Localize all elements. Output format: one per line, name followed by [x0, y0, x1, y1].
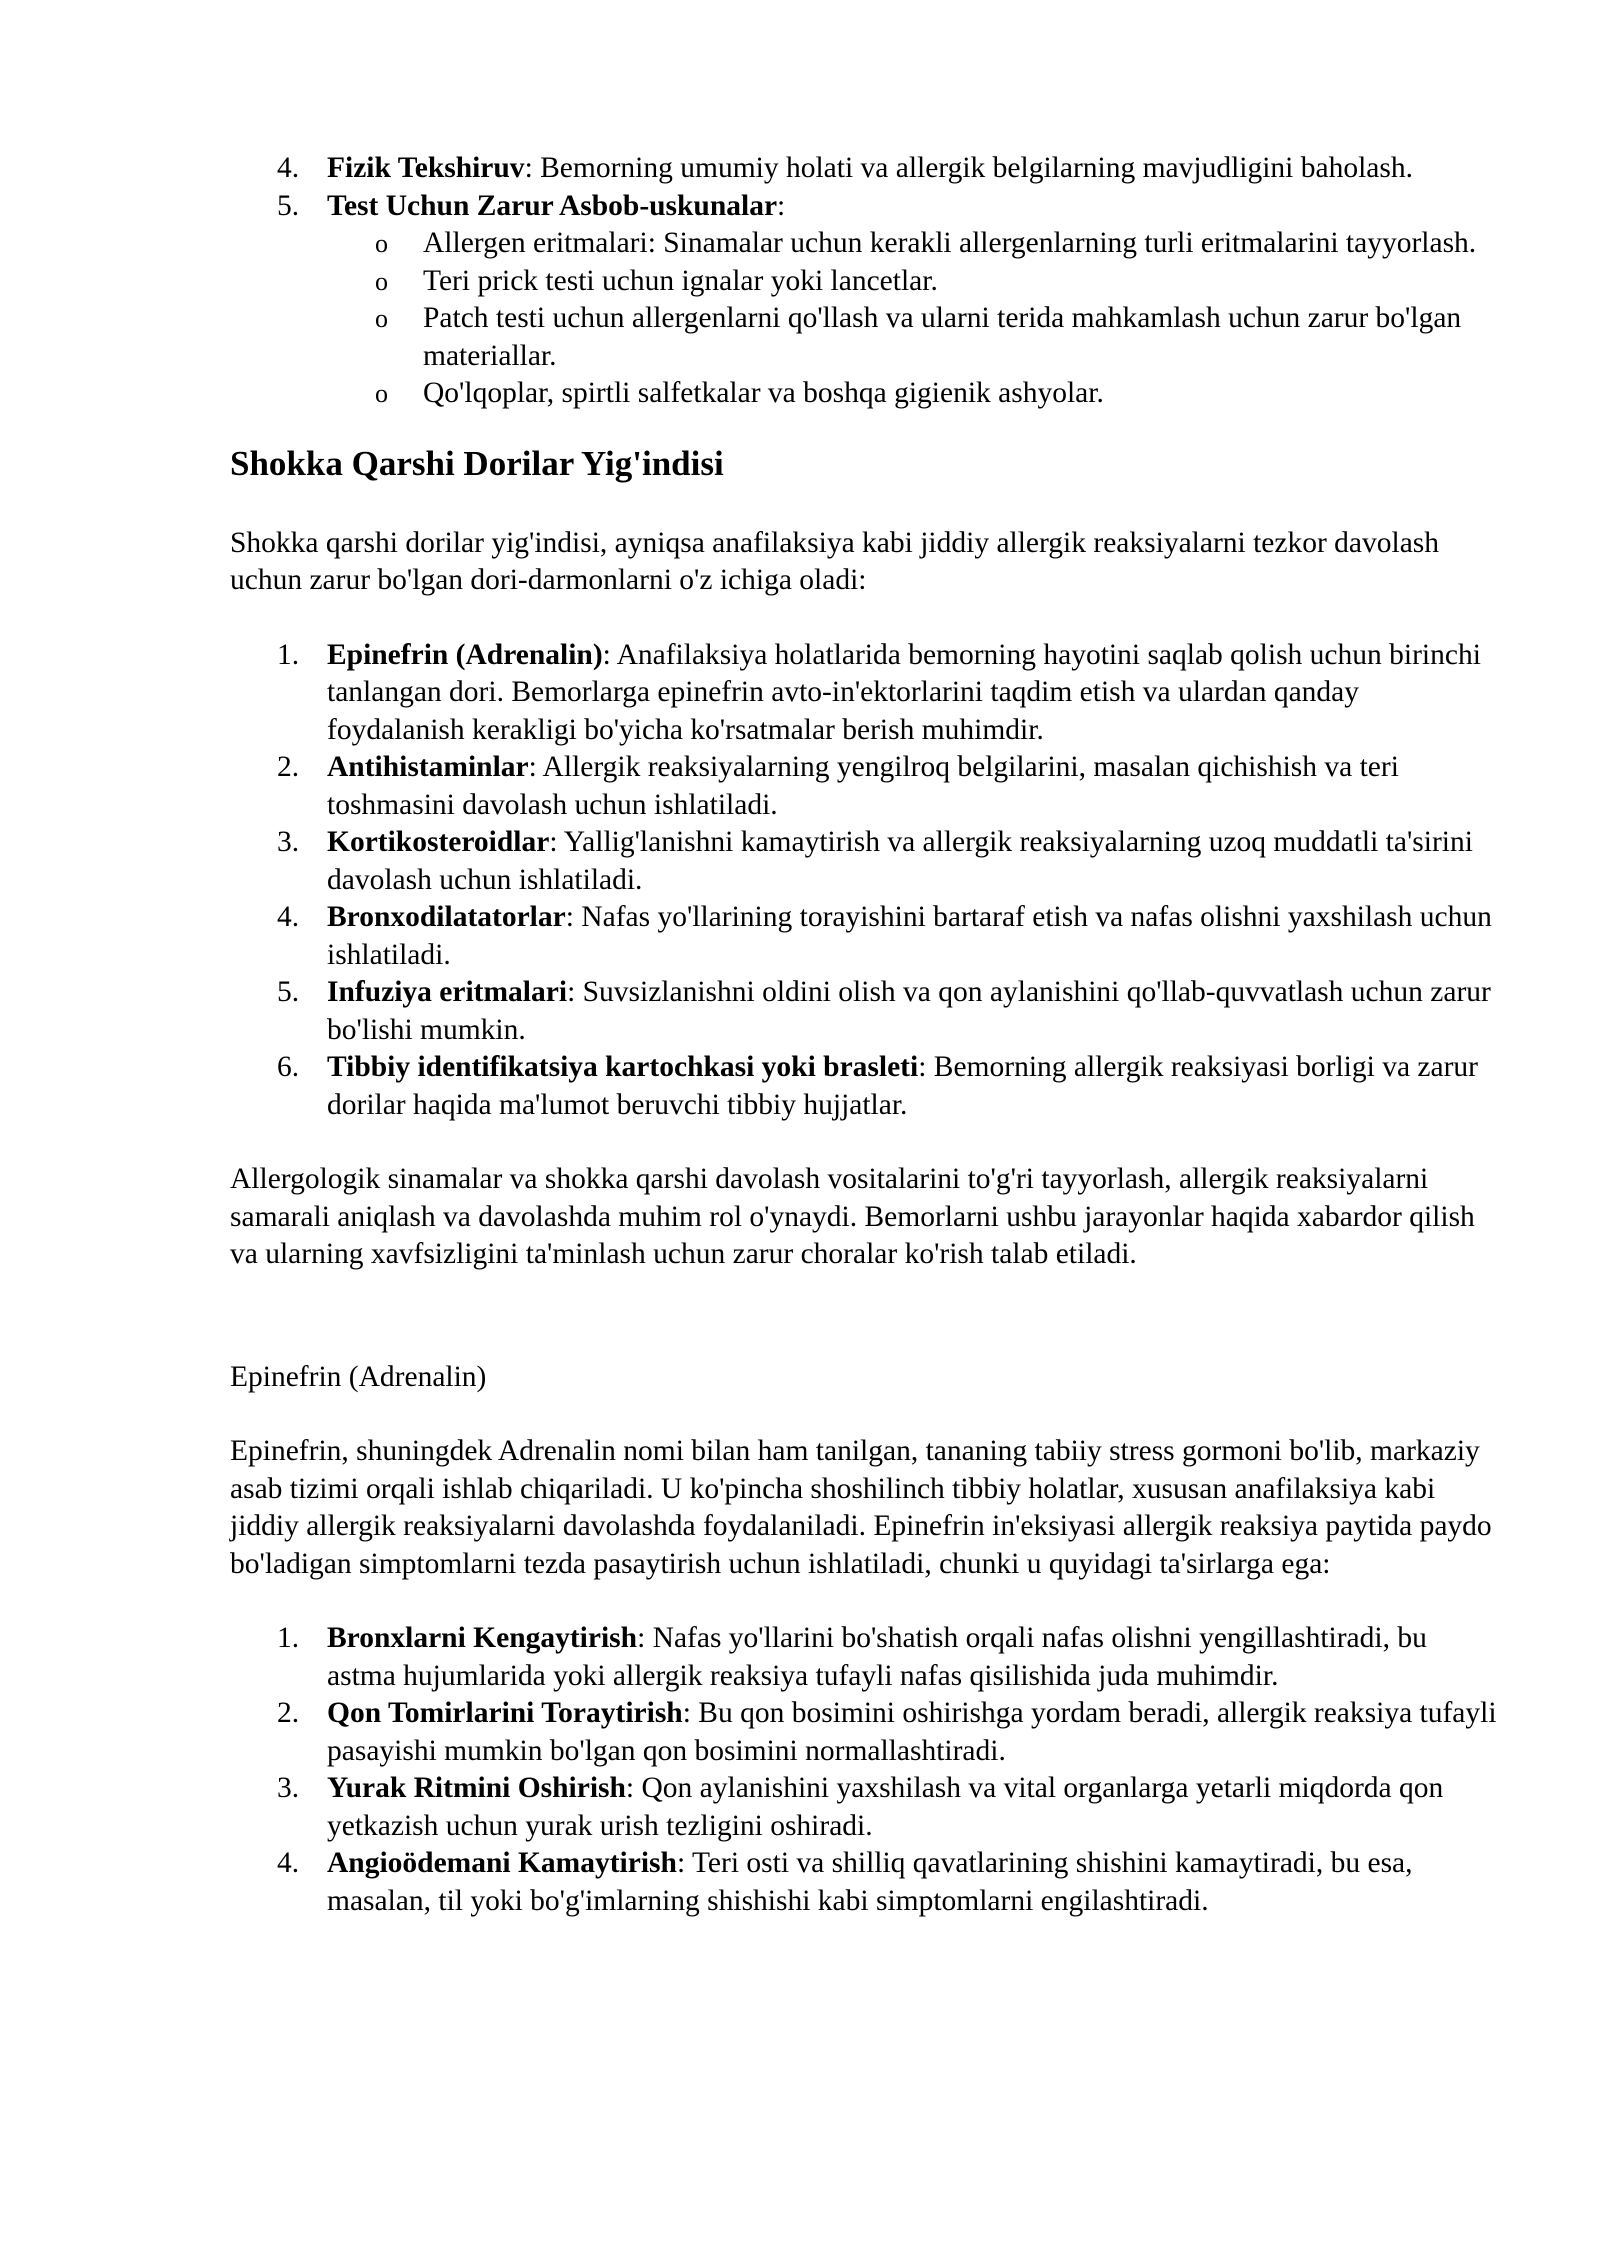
list-item: [230, 1620, 1500, 1695]
list-term: Yurak Ritmini Oshirish: [327, 1772, 626, 1804]
bullet-marker: o: [375, 304, 388, 333]
list-item: [230, 749, 1500, 824]
list-item: [230, 1770, 1500, 1845]
document-page: [230, 150, 1500, 1920]
list-text: : Teri osti va shilliq qavatlarining shishini kamaytiradi, bu esa, masalan, til yoki bo'g'imlarning shishishi kabi simptomlarni engilashtiradi.: [327, 1847, 1413, 1917]
list-term: Qon Tomirlarini Toraytirish: [327, 1697, 683, 1729]
section-intro: Shokka qarshi dorilar yig'indisi, ayniqsa anafilaksiya kabi jiddiy allergik reaksiyalarni tezkor davolash uchun zarur bo'lgan dori-darmonlarni o'z ichiga oladi:: [230, 526, 1440, 596]
list-item: [230, 899, 1500, 974]
list-number: 3.: [277, 826, 300, 858]
list-item: [230, 375, 1500, 413]
list-text: Patch testi uchun allergenlarni qo'llash va ularni terida mahkamlash uchun zarur bo'lgan materiallar.: [423, 302, 1462, 372]
epinefrin-intro: Epinefrin, shuningdek Adrenalin nomi bilan ham tanilgan, tananing tabiiy stress gormoni bo'lib, markaziy asab tizimi orqali ishlab chiqariladi. U ko'pincha shoshilinch tibbiy holatlar, xususan anafilaksiya kabi jiddiy allergik reaksiyalarni davolashda foydalaniladi. Epinefrin in'eksiyasi allergik reaksiya paytida paydo bo'ladigan simptomlarni tezda pasaytirish uchun ishlatiladi, chunki u quyidagi ta'sirlarga ega:: [230, 1435, 1492, 1580]
list-item: [230, 1845, 1500, 1920]
list-number: 6.: [277, 1051, 300, 1083]
list-number: 4.: [277, 1847, 300, 1879]
list-text: : Qon aylanishini yaxshilash va vital organlarga yetarli miqdorda qon yetkazish uchun yurak urish tezligini oshiradi.: [327, 1772, 1444, 1842]
equipment-list: [230, 225, 1500, 413]
list-item: [230, 637, 1500, 750]
list-item: [230, 188, 1500, 226]
list-term: Bronxlarni Kengaytirish: [327, 1622, 638, 1654]
conclusion-paragraph: Allergologik sinamalar va shokka qarshi davolash vositalarini to'g'ri tayyorlash, allergik reaksiyalarni samarali aniqlash va davolashda muhim rol o'ynaydi. Bemorlarni ushbu jarayonlar haqida xabardor qilish va ularning xavfsizligini ta'minlash uchun zarur choralar ko'rish talab etiladi.: [230, 1163, 1475, 1270]
list-text: :: [777, 189, 786, 222]
list-term: Bronxodilatatorlar: [327, 901, 566, 933]
list-text: : Suvsizlanishni oldini olish va qon aylanishini qo'llab-quvvatlash uchun zarur bo'lishi mumkin.: [327, 976, 1491, 1046]
list-text: : Yallig'lanishni kamaytirish va allergik reaksiyalarning uzoq muddatli ta'sirini davolash uchun ishlatiladi.: [327, 826, 1473, 896]
list-text: : Bemorning allergik reaksiyasi borligi va zarur dorilar haqida ma'lumot beruvchi tibbiy hujjatlar.: [327, 1051, 1478, 1121]
bullet-marker: o: [375, 229, 388, 258]
drugs-list: [230, 637, 1500, 1125]
bullet-marker: o: [375, 266, 388, 296]
list-term: Tibbiy identifikatsiya kartochkasi yoki brasleti: [327, 1051, 919, 1083]
list-number: 1.: [277, 638, 300, 671]
list-text: : Bemorning umumiy holati va allergik belgilarning mavjudligini baholash.: [524, 152, 1413, 184]
list-text: : Anafilaksiya holatlarida bemorning hayotini saqlab qolish uchun birinchi tanlangan dori. Bemorlarga epinefrin avto-in'ektorlarini taqdim etish va ulardan qanday foydalanish kerakligi bo'yicha ko'rsatmalar berish muhimdir.: [327, 638, 1481, 746]
list-number: 4.: [277, 152, 300, 184]
list-number: 3.: [277, 1772, 300, 1804]
list-term: Antihistaminlar: [327, 751, 529, 783]
list-number: 5.: [277, 976, 300, 1008]
list-item: [230, 225, 1500, 263]
effects-list: [230, 1620, 1500, 1920]
list-term: Epinefrin (Adrenalin): [327, 638, 603, 671]
list-item: [230, 150, 1500, 188]
list-term: Angioödemani Kamaytirish: [327, 1847, 677, 1879]
epinefrin-title: Epinefrin (Adrenalin): [230, 1360, 487, 1393]
list-text: Qo'lqoplar, spirtli salfetkalar va boshqa gigienik ashyolar.: [423, 377, 1104, 409]
list-term: Fizik Tekshiruv: [327, 152, 525, 184]
list-number: 2.: [277, 751, 300, 783]
list-text: : Nafas yo'llarining torayishini bartaraf etish va nafas olishni yaxshilash uchun ishlatiladi.: [327, 901, 1492, 971]
list-text: Allergen eritmalari: Sinamalar uchun kerakli allergenlarning turli eritmalarini tayyorlash.: [423, 227, 1477, 259]
list-term: Test Uchun Zarur Asbob-uskunalar: [327, 189, 778, 222]
list-text: : Bu qon bosimini oshirishga yordam beradi, allergik reaksiya tufayli pasayishi mumkin bo'lgan qon bosimini normallashtiradi.: [327, 1697, 1497, 1767]
list-number: 2.: [277, 1697, 300, 1729]
list-term: Infuziya eritmalari: [327, 976, 568, 1008]
list-number: 1.: [277, 1622, 300, 1654]
list-item: [230, 1049, 1500, 1124]
list-item: [230, 974, 1500, 1049]
bullet-marker: o: [375, 379, 388, 408]
list-item: [230, 824, 1500, 899]
list-text: : Nafas yo'llarini bo'shatish orqali nafas olishni yengillashtiradi, bu astma hujumlarida yoki allergik reaksiya tufayli nafas qisilishida juda muhimdir.: [327, 1622, 1427, 1692]
list-term: Kortikosteroidlar: [327, 826, 550, 858]
list-item: [230, 263, 1500, 301]
list-text: : Allergik reaksiyalarning yengilroq belgilarini, masalan qichishish va teri toshmasini davolash uchun ishlatiladi.: [327, 751, 1399, 821]
list-number: 5.: [277, 189, 300, 222]
list-number: 4.: [277, 901, 300, 933]
list-item: [230, 1695, 1500, 1770]
list-text: Teri prick testi uchun ignalar yoki lancetlar.: [423, 264, 938, 297]
list-item: [230, 300, 1500, 375]
section-heading: Shokka Qarshi Dorilar Yig'indisi: [230, 443, 724, 483]
top-numbered-list: [230, 150, 1500, 225]
